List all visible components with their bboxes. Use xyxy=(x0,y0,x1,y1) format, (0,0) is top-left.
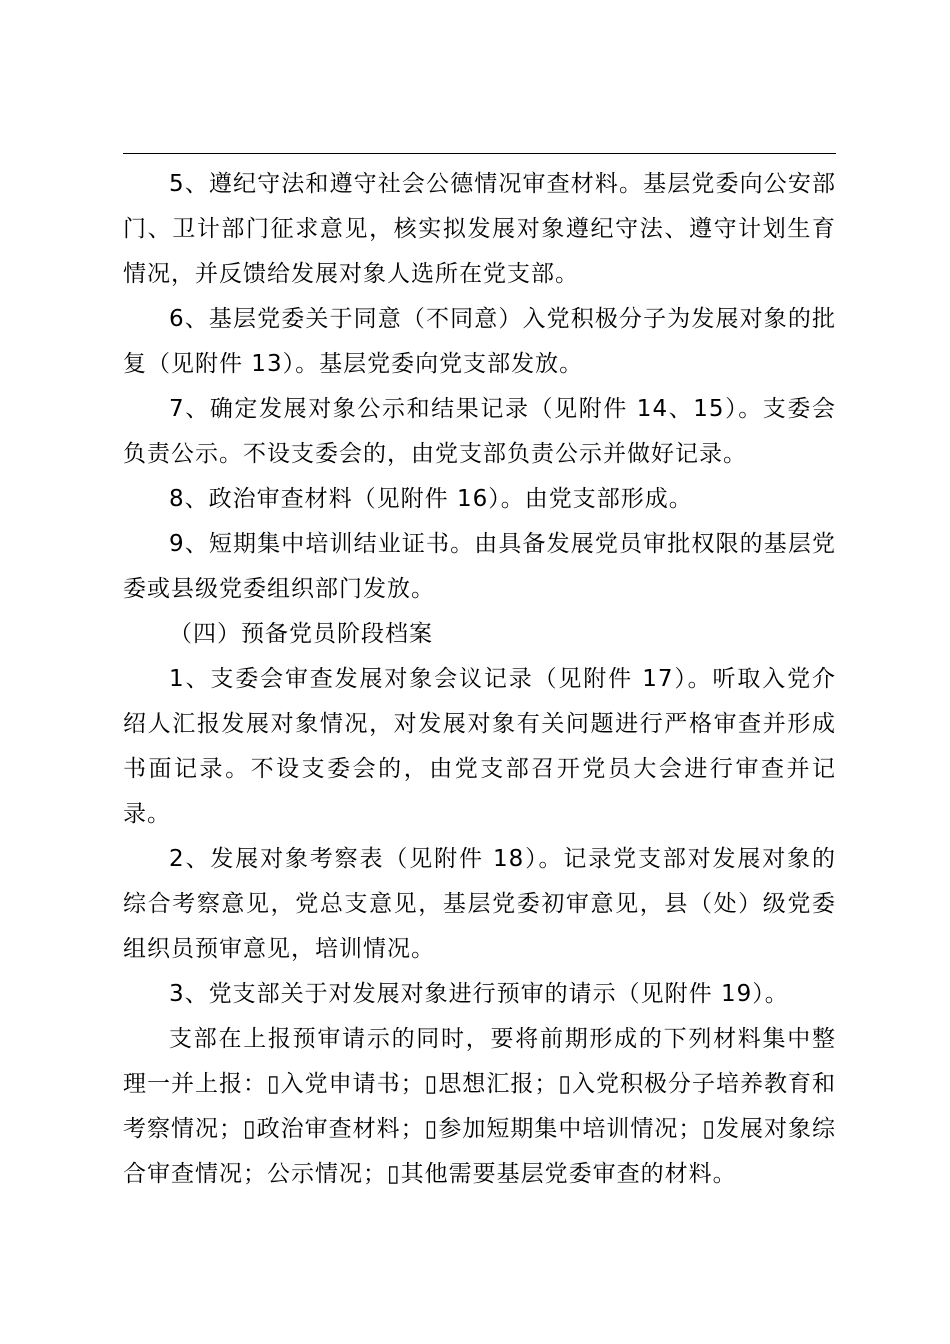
paragraph-item-3-8: 8、政治审查材料（见附件 16）。由党支部形成。 xyxy=(169,486,693,512)
paragraph-item-4-1: 1、支委会审查发展对象会议记录（见附件 17）。听取入党介绍人汇报发展对象情况，对发展对象有关问题进行严格审查并形成书面记录。不设支委会的，由党支部召开党员大会进行审查并记录。 xyxy=(123,666,836,827)
header-rule xyxy=(123,153,836,154)
section-heading-4: （四）预备党员阶段档案 xyxy=(169,621,433,647)
paragraph-item-4-3: 3、党支部关于对发展对象进行预审的请示（见附件 19）。 xyxy=(169,981,789,1007)
paragraph-item-3-5: 5、遵纪守法和遵守社会公德情况审查材料。基层党委向公安部门、卫计部门征求意见，核实拟发展对象遵纪守法、遵守计划生育情况，并反馈给发展对象人选所在党支部。 xyxy=(123,171,836,287)
document-body xyxy=(123,162,836,1197)
paragraph-item-4-2: 2、发展对象考察表（见附件 18）。记录党支部对发展对象的综合考察意见，党总支意见，基层党委初审意见，县（处）级党委组织员预审意见，培训情况。 xyxy=(123,846,836,962)
paragraph-item-4-3-note: 支部在上报预审请示的同时，要将前期形成的下列材料集中整理一并上报：▯入党申请书；▯思想汇报；▯入党积极分子培养教育和考察情况；▯政治审查材料；▯参加短期集中培训情况；▯发展对象综合审查情况；公示情况；▯其他需要基层党委审查的材料。 xyxy=(123,1026,836,1187)
paragraph-item-3-7: 7、确定发展对象公示和结果记录（见附件 14、15）。支委会负责公示。不设支委会的，由党支部负责公示并做好记录。 xyxy=(123,396,836,467)
paragraph-item-3-9: 9、短期集中培训结业证书。由具备发展党员审批权限的基层党委或县级党委组织部门发放。 xyxy=(123,531,836,602)
paragraph-item-3-6: 6、基层党委关于同意（不同意）入党积极分子为发展对象的批复（见附件 13）。基层党委向党支部发放。 xyxy=(123,306,836,377)
